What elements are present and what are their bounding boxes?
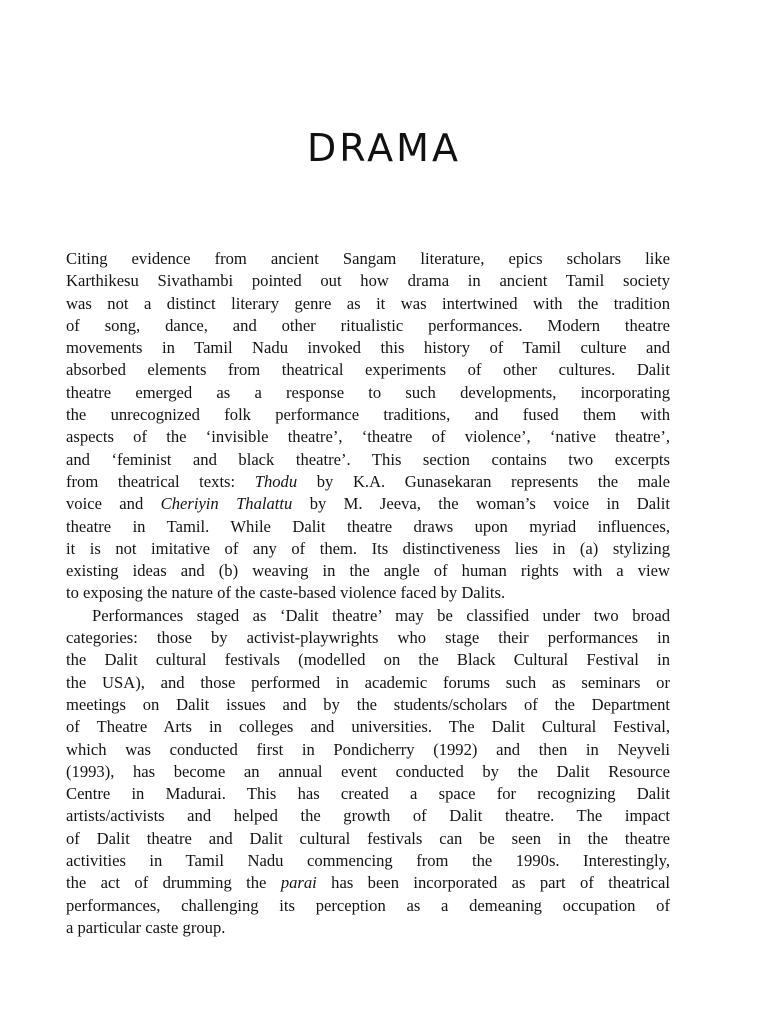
text-line: which was conducted first in Pondicherry (1992) and then in Neyveli <box>66 739 670 759</box>
text-line: theatre in Tamil. While Dalit theatre draws upon myriad influences, <box>66 516 670 536</box>
text-line: activities in Tamil Nadu commencing from the 1990s. Interestingly, <box>66 851 670 871</box>
text-line: to exposing the nature of the caste-based violence faced by Dalits. <box>66 583 506 603</box>
text-line: Citing evidence from ancient Sangam literature, epics scholars like <box>66 249 670 268</box>
work-title-thodu: Thodu <box>254 471 298 491</box>
text-line: the USA), and those performed in academic forums such as seminars or <box>66 672 670 692</box>
text-line: movements in Tamil Nadu invoked this history of Tamil culture and <box>66 338 670 358</box>
text-line: artists/activists and helped the growth of Dalit theatre. The impact <box>66 806 670 826</box>
text-line: absorbed elements from theatrical experiments of other cultures. Dalit <box>66 360 670 380</box>
text-line <box>66 493 670 515</box>
text-line: a particular caste group. <box>66 917 226 937</box>
text-line <box>66 872 670 894</box>
text-run: by K.A. Gunasekaran represents the male <box>297 471 670 491</box>
text-line: aspects of the ‘invisible theatre’, ‘theatre of violence’, ‘native theatre’, <box>66 427 670 447</box>
text-line: meetings on Dalit issues and by the students/scholars of the Department <box>66 694 670 714</box>
text-line: Performances staged as ‘Dalit theatre’ may be classified under two broad <box>92 605 670 625</box>
text-run: by M. Jeeva, the woman’s voice in Dalit <box>292 494 670 514</box>
body-text <box>66 248 670 939</box>
text-line: Karthikesu Sivathambi pointed out how drama in ancient Tamil society <box>66 271 670 291</box>
text-line: the unrecognized folk performance traditions, and fused them with <box>66 405 670 425</box>
text-line: of Theatre Arts in colleges and universities. The Dalit Cultural Festival, <box>66 717 670 737</box>
text-line: the Dalit cultural festivals (modelled on the Black Cultural Festival in <box>66 650 670 670</box>
text-line: (1993), has become an annual event conducted by the Dalit Resource <box>66 761 670 781</box>
text-line: performances, challenging its perception as a demeaning occupation of <box>66 895 670 915</box>
text-line: existing ideas and (b) weaving in the angle of human rights with a view <box>66 561 670 581</box>
text-line: of Dalit theatre and Dalit cultural festivals can be seen in the theatre <box>66 828 670 848</box>
text-line: and ‘feminist and black theatre’. This section contains two excerpts <box>66 449 670 469</box>
text-line: categories: those by activist-playwrights who stage their performances in <box>66 628 670 648</box>
text-line: Centre in Madurai. This has created a space for recognizing Dalit <box>66 784 670 804</box>
text-run: the act of drumming the <box>66 873 281 893</box>
work-title-cheriyin-thalattu: Cheriyin Thalattu <box>160 494 293 514</box>
paragraph-1 <box>66 248 670 605</box>
text-line: of song, dance, and other ritualistic performances. Modern theatre <box>66 315 670 335</box>
paragraph-2 <box>66 605 670 939</box>
text-run: has been incorporated as part of theatrical <box>316 873 670 893</box>
text-line: was not a distinct literary genre as it was intertwined with the tradition <box>66 293 670 313</box>
text-run: voice and <box>66 494 161 514</box>
text-line: theatre emerged as a response to such developments, incorporating <box>66 382 670 402</box>
text-line: it is not imitative of any of them. Its distinctiveness lies in (a) stylizing <box>66 538 670 558</box>
page-title: DRAMA <box>307 126 461 170</box>
text-line <box>66 471 670 493</box>
term-parai: parai <box>280 873 317 893</box>
text-run: from theatrical texts: <box>66 471 255 491</box>
